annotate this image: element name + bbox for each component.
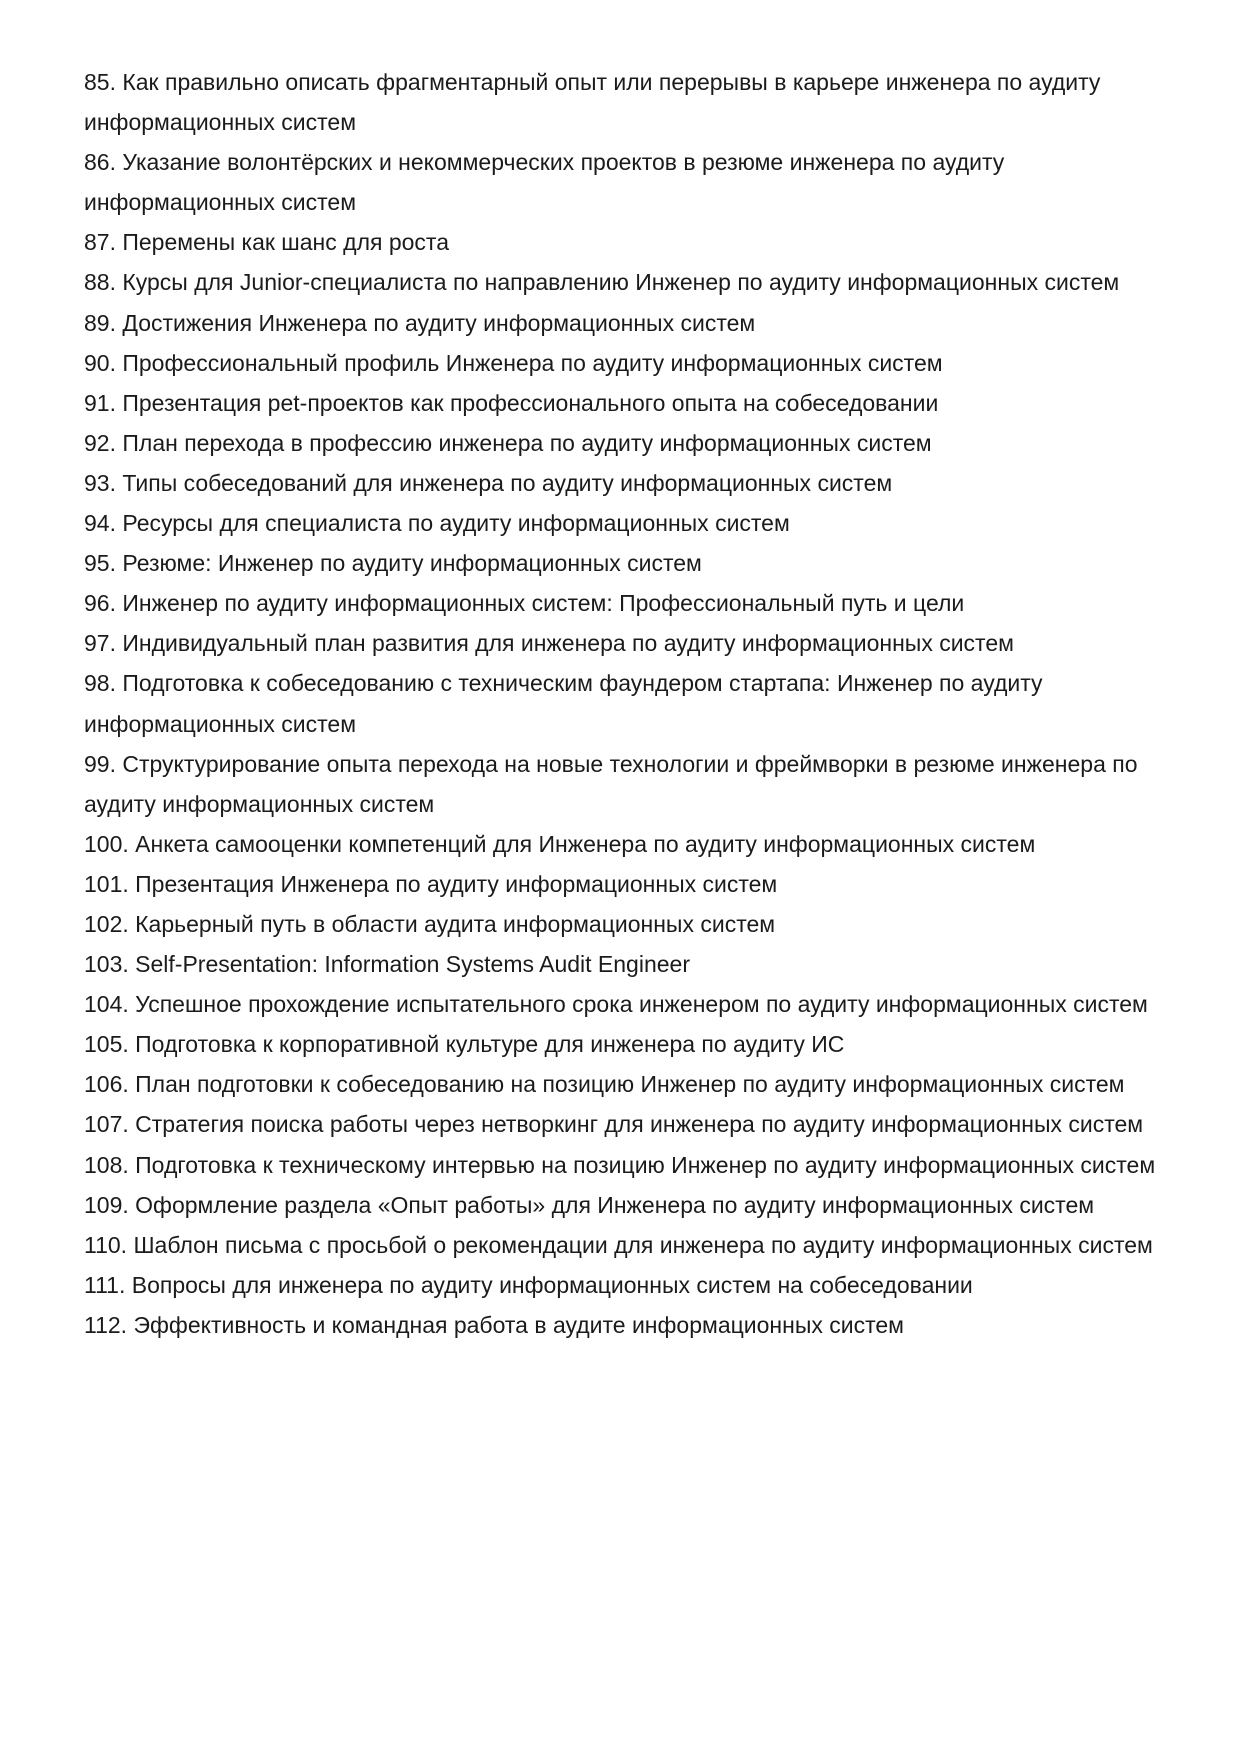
list-item: 109. Оформление раздела «Опыт работы» для Инженера по аудиту информационных систем: [84, 1191, 1095, 1218]
list-item: 97. Индивидуальный план развития для инженера по аудиту информационных систем: [84, 630, 1014, 657]
list-item: 95. Резюме: Инженер по аудиту информационных систем: [84, 550, 702, 577]
list-item: 103. Self-Presentation: Information Systems Audit Engineer: [84, 951, 690, 978]
list-item: 111. Вопросы для инженера по аудиту информационных систем на собеседовании: [84, 1271, 973, 1298]
list-item: 108. Подготовка к техническому интервью на позицию Инженер по аудиту информационных систем: [84, 1151, 1156, 1178]
list-item: 112. Эффективность и командная работа в аудите информационных систем: [84, 1311, 904, 1338]
list-item: 104. Успешное прохождение испытательного срока инженером по аудиту информационных систем: [84, 991, 1148, 1018]
list-item: 90. Профессиональный профиль Инженера по аудиту информационных систем: [84, 349, 943, 376]
list-item: 87. Перемены как шанс для роста: [84, 229, 449, 256]
list-item: 91. Презентация pet-проектов как профессионального опыта на собеседовании: [84, 389, 939, 416]
list-item: 106. План подготовки к собеседованию на позицию Инженер по аудиту информационных систем: [84, 1071, 1125, 1098]
list-item: 86. Указание волонтёрских и некоммерческих проектов в резюме инженера по аудиту информационных систем: [84, 149, 1005, 216]
list-item: 105. Подготовка к корпоративной культуре для инженера по аудиту ИС: [84, 1031, 845, 1058]
list-item: 102. Карьерный путь в области аудита информационных систем: [84, 910, 776, 937]
list-item: 92. План перехода в профессию инженера по аудиту информационных систем: [84, 429, 932, 456]
topic-list: [84, 62, 1179, 1345]
list-item: 94. Ресурсы для специалиста по аудиту информационных систем: [84, 510, 790, 537]
list-item: 99. Структурирование опыта перехода на новые технологии и фреймворки в резюме инженера по аудиту информационных систем: [84, 750, 1138, 817]
list-item: 100. Анкета самооценки компетенций для Инженера по аудиту информационных систем: [84, 830, 1036, 857]
list-item: 98. Подготовка к собеседованию с техническим фаундером стартапа: Инженер по аудиту информационных систем: [84, 670, 1043, 737]
list-item: 101. Презентация Инженера по аудиту информационных систем: [84, 870, 778, 897]
list-item: 110. Шаблон письма с просьбой о рекомендации для инженера по аудиту информационных систем: [84, 1231, 1153, 1258]
list-item: 93. Типы собеседований для инженера по аудиту информационных систем: [84, 469, 893, 496]
list-item: 96. Инженер по аудиту информационных систем: Профессиональный путь и цели: [84, 590, 965, 617]
list-item: 85. Как правильно описать фрагментарный опыт или перерывы в карьере инженера по аудиту информационных систем: [84, 69, 1101, 136]
list-item: 107. Стратегия поиска работы через нетворкинг для инженера по аудиту информационных систем: [84, 1111, 1144, 1138]
list-item: 88. Курсы для Junior-специалиста по направлению Инженер по аудиту информационных систем: [84, 269, 1120, 296]
list-item: 89. Достижения Инженера по аудиту информационных систем: [84, 309, 756, 336]
